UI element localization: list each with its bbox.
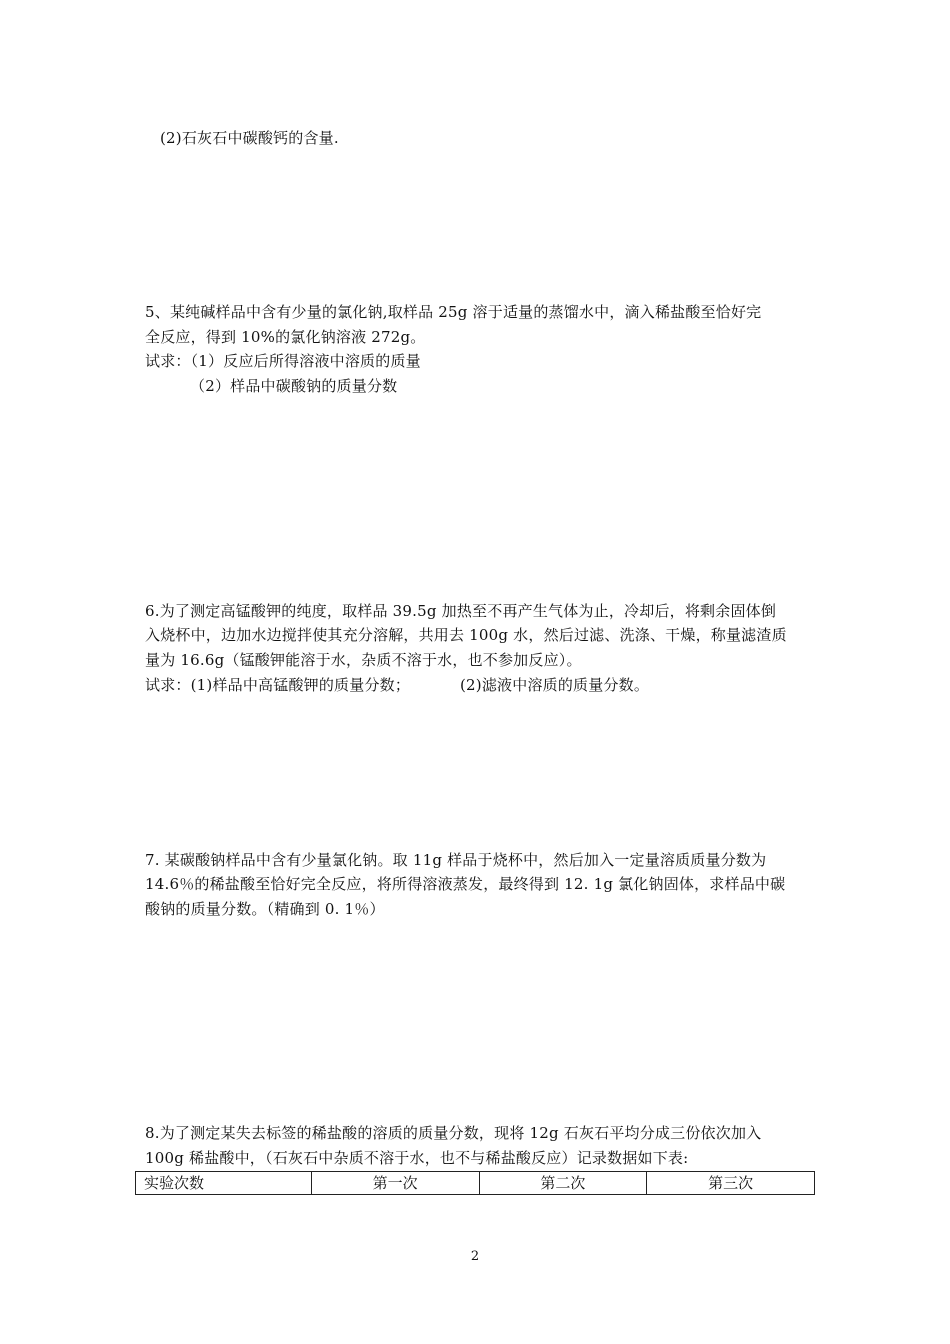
table-header-cell: 第三次: [646, 1172, 814, 1194]
q8-line2: 100g 稀盐酸中，（石灰石中杂质不溶于水，也不与稀盐酸反应）记录数据如下表:: [145, 1149, 689, 1167]
q5-line4: （2）样品中碳酸钠的质量分数: [190, 377, 398, 395]
q5-line1: 5、某纯碱样品中含有少量的氯化钠,取样品 25g 溶于适量的蒸馏水中，滴入稀盐酸至恰好完: [145, 303, 762, 321]
q5-line3: 试求：（1）反应后所得溶液中溶质的质量: [145, 352, 421, 370]
experiment-table: [135, 1171, 815, 1195]
q8-line1: 8.为了测定某失去标签的稀盐酸的溶质的质量分数，现将 12g 石灰石平均分成三份依次加入: [145, 1124, 762, 1142]
q7-line2: 14.6％的稀盐酸至恰好完全反应，将所得溶液蒸发，最终得到 12. 1g 氯化钠固体，求样品中碳: [145, 875, 786, 893]
q4-part2-text: (2)石灰石中碳酸钙的含量.: [160, 129, 339, 147]
page-number: 2: [470, 1249, 480, 1264]
q7-line3: 酸钠的质量分数。（精确到 0. 1％）: [145, 900, 385, 918]
table-header-cell: 实验次数: [144, 1174, 205, 1192]
q5-line2: 全反应，得到 10%的氯化钠溶液 272g。: [145, 328, 426, 346]
q6-line1: 6.为了测定高锰酸钾的纯度，取样品 39.5g 加热至不再产生气体为止，冷却后，将剩余固体倒: [145, 602, 777, 620]
q7-line1: 7. 某碳酸钠样品中含有少量氯化钠。取 11g 样品于烧杯中，然后加入一定量溶质质量分数为: [145, 851, 767, 869]
q6-line4b: (2)滤液中溶质的质量分数。: [460, 676, 650, 694]
table-header-cell: 第二次: [479, 1172, 647, 1194]
table-header-cell: 第一次: [311, 1172, 479, 1194]
q6-line3: 量为 16.6g（锰酸钾能溶于水，杂质不溶于水，也不参加反应）。: [145, 651, 582, 669]
q6-line2: 入烧杯中，边加水边搅拌使其充分溶解，共用去 100g 水，然后过滤、洗涤、干燥，称量滤渣质: [145, 626, 787, 644]
q6-line4a: 试求：(1)样品中高锰酸钾的质量分数；: [145, 676, 411, 694]
